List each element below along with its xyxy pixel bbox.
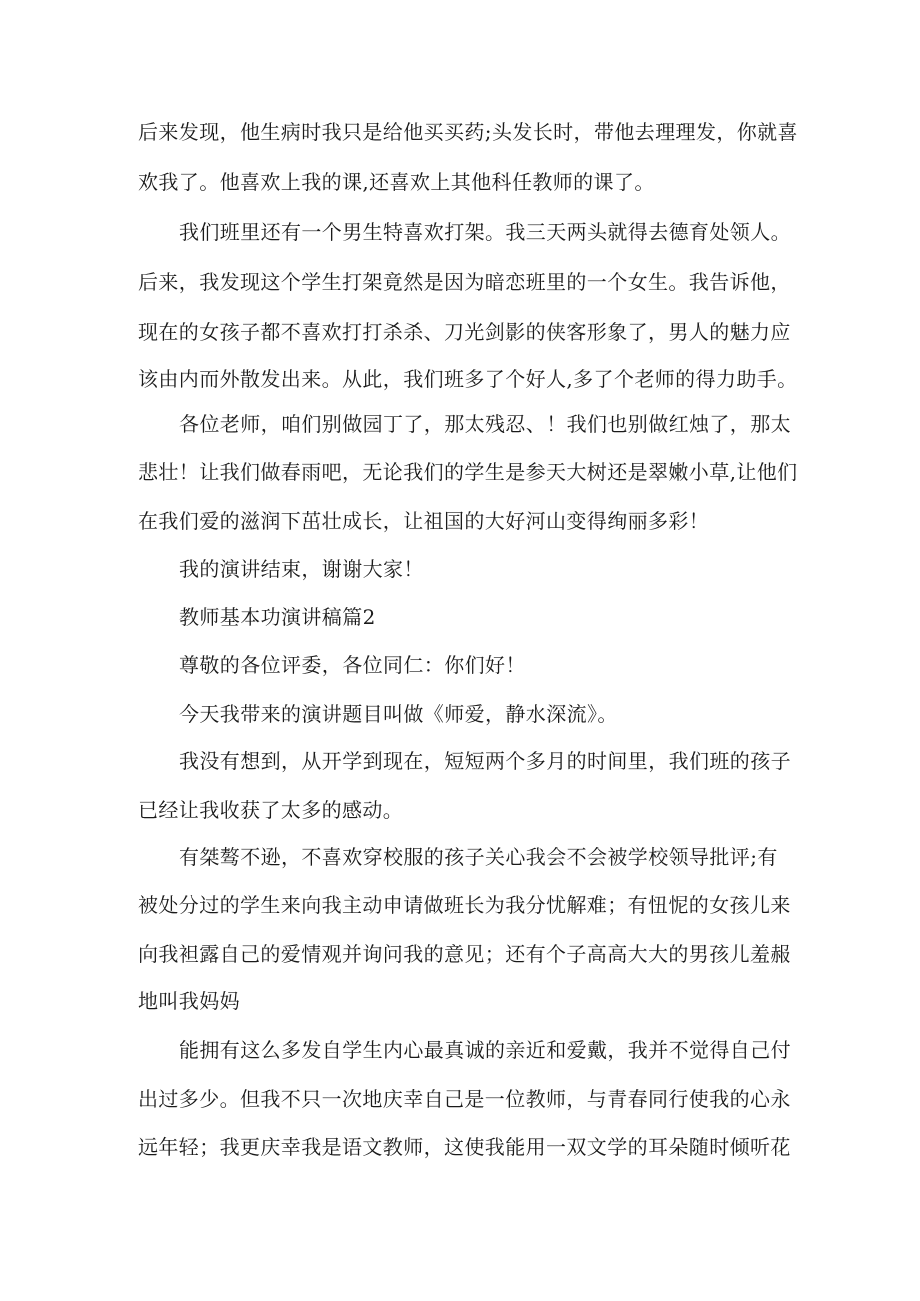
text-line: 我没有想到，从开学到现在，短短两个多月的时间里，我们班的孩子 — [179, 749, 791, 773]
text-line: 地叫我妈妈 — [138, 989, 240, 1013]
text-line: 被处分过的学生来向我主动申请做班长为我分忧解难；有忸怩的女孩儿来 — [138, 893, 791, 917]
text-line: 各位老师，咱们别做园丁了，那太残忍、！我们也别做红烛了，那太 — [179, 412, 791, 436]
text-line: 我的演讲结束，谢谢大家！ — [179, 557, 424, 581]
text-line: 出过多少。但我不只一次地庆幸自己是一位教师，与青春同行使我的心永 — [138, 1087, 791, 1111]
text-line: 后来，我发现这个学生打架竟然是因为暗恋班里的一个女生。我告诉他， — [138, 270, 791, 294]
text-line: 后来发现，他生病时我只是给他买买药;头发长时，带他去理理发，你就喜 — [138, 120, 798, 144]
text-line: 有桀骜不逊，不喜欢穿校服的孩子关心我会不会被学校领导批评;有 — [179, 845, 778, 869]
text-line: 欢我了。他喜欢上我的课,还喜欢上其他科任教师的课了。 — [138, 170, 655, 194]
text-line: 我们班里还有一个男生特喜欢打架。我三天两头就得去德育处领人。 — [179, 220, 791, 244]
text-line: 远年轻；我更庆幸我是语文教师，这使我能用一双文学的耳朵随时倾听花 — [138, 1135, 791, 1159]
text-line: 今天我带来的演讲题目叫做《师爱，静水深流》。 — [179, 702, 618, 726]
section-heading: 教师基本功演讲稿篇2 — [179, 605, 376, 629]
text-line: 能拥有这么多发自学生内心最真诚的亲近和爱戴，我并不觉得自己付 — [179, 1038, 791, 1062]
text-line: 已经让我收获了太多的感动。 — [138, 798, 404, 822]
text-line: 现在的女孩子都不喜欢打打杀杀、刀光剑影的侠客形象了，男人的魅力应 — [138, 320, 791, 344]
text-line: 该由内而外散发出来。从此，我们班多了个好人,多了个老师的得力助手。 — [138, 367, 798, 391]
text-line: 悲壮！让我们做春雨吧，无论我们的学生是参天大树还是翠嫩小草,让他们 — [138, 460, 798, 484]
text-line: 在我们爱的滋润下茁壮成长，让祖国的大好河山变得绚丽多彩！ — [138, 509, 710, 533]
text-line: 尊敬的各位评委，各位同仁：你们好！ — [179, 653, 526, 677]
text-line: 向我袒露自己的爱情观并询问我的意见；还有个子高高大大的男孩儿羞赧 — [138, 942, 791, 966]
